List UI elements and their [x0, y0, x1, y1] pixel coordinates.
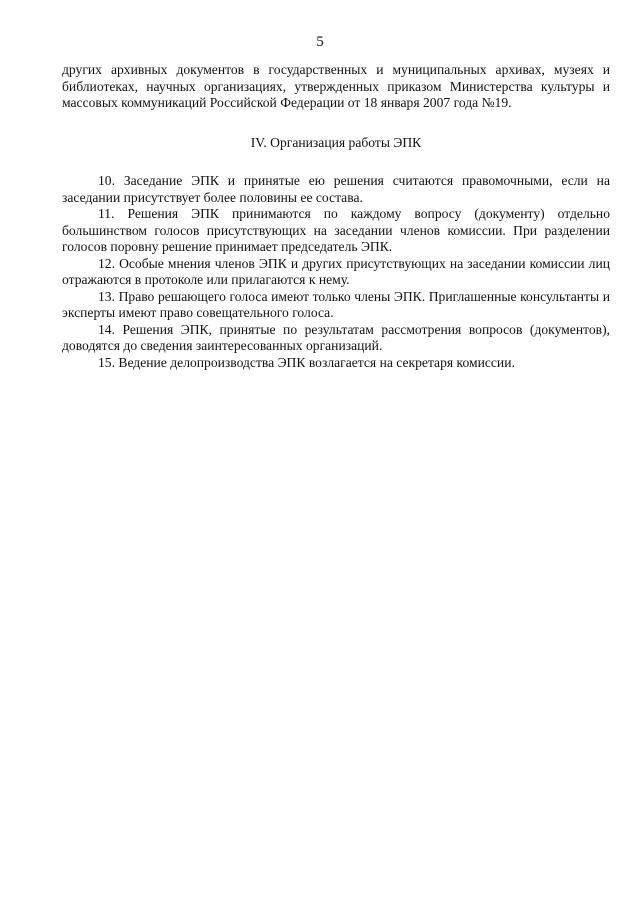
intro-paragraph: других архивных документов в государственных и муниципальных архивах, музеях и библиотеках, научных организациях, утвержденных приказом Министерства культуры и массовых коммуникаций Российской Федерации от 18 января 2007 года №19. — [62, 62, 610, 110]
section-heading: IV. Организация работы ЭПК — [250, 134, 422, 150]
paragraph-12: 12. Особые мнения членов ЭПК и других присутствующих на заседании комиссии лиц отражаются в протоколе или прилагаются к нему. — [62, 255, 610, 287]
paragraph-15: 15. Ведение делопроизводства ЭПК возлагается на секретаря комиссии. — [98, 354, 515, 370]
paragraph-10: 10. Заседание ЭПК и принятые ею решения считаются правомочными, если на заседании присутствует более половины ее состава. — [62, 173, 610, 205]
paragraph-13: 13. Право решающего голоса имеют только члены ЭПК. Приглашенные консультанты и эксперты имеют право совещательного голоса. — [62, 288, 610, 320]
paragraph-14: 14. Решения ЭПК, принятые по результатам рассмотрения вопросов (документов), доводятся до сведения заинтересованных организаций. — [62, 321, 610, 353]
document-body — [62, 62, 610, 371]
page-number: 5 — [316, 34, 324, 50]
paragraph-11: 11. Решения ЭПК принимаются по каждому вопросу (документу) отдельно большинством голосов присутствующих на заседании членов комиссии. При разделении голосов поровну решение принимает председатель ЭПК. — [62, 206, 610, 254]
